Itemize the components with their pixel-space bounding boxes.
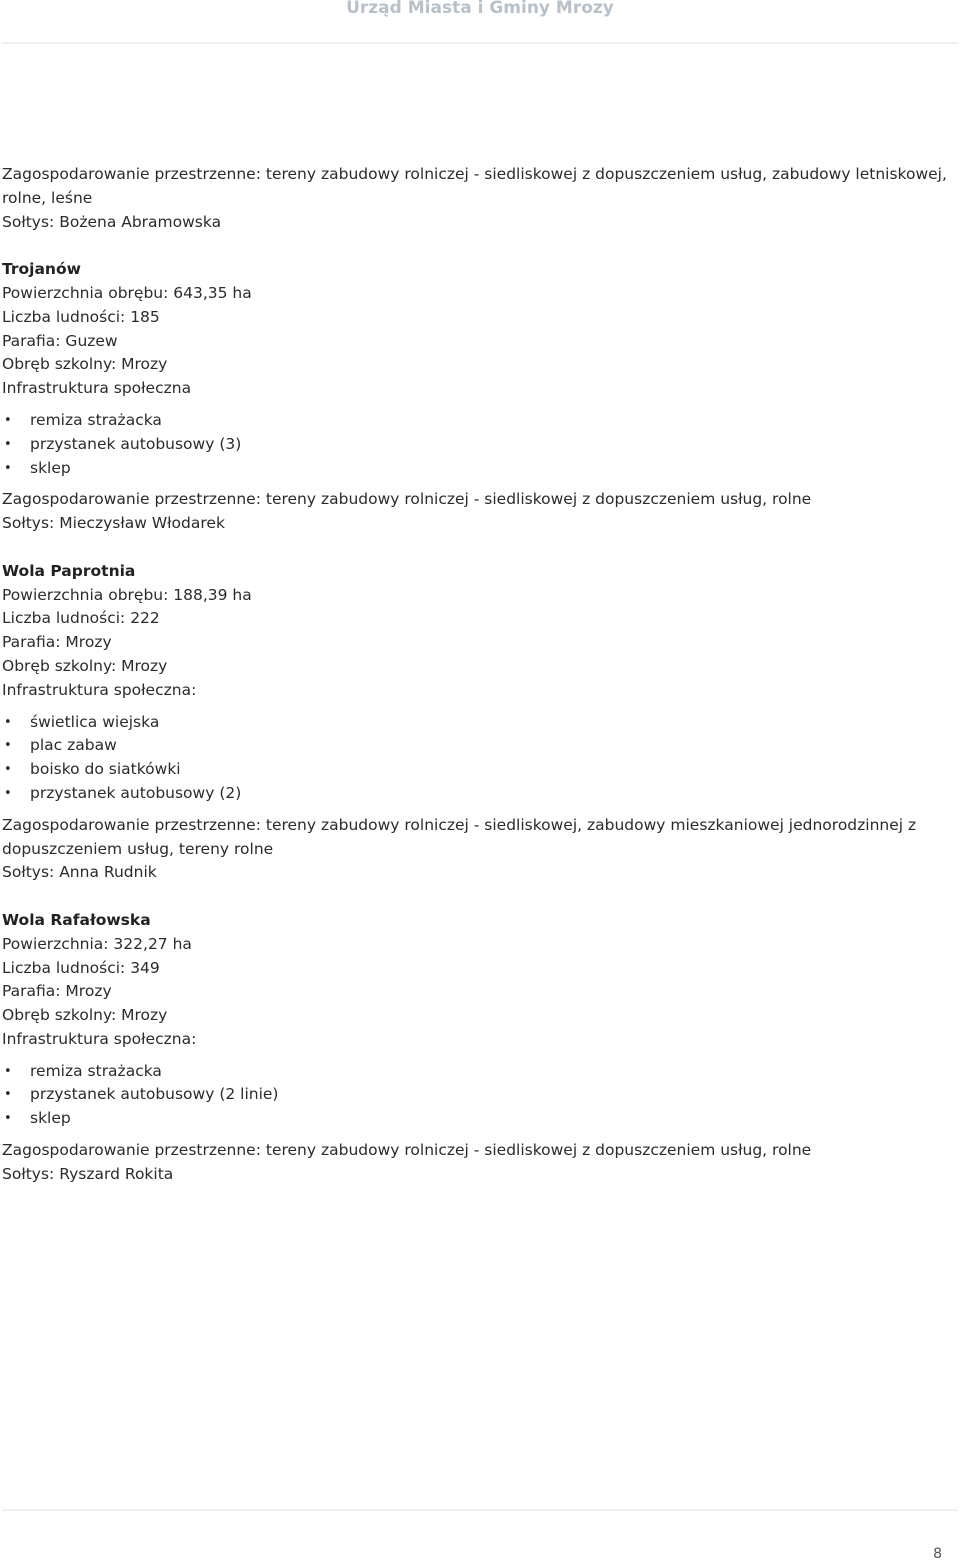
bullet-icon: • <box>4 762 12 778</box>
document-header-title: Urząd Miasta i Gminy Mrozy <box>346 0 614 18</box>
bullet-icon: • <box>4 738 12 754</box>
village-area: Powierzchnia obrębu: 643,35 ha <box>2 283 252 302</box>
list-item-text: boisko do siatkówki <box>30 760 181 779</box>
village-section-wola-rafalowska <box>2 909 958 1187</box>
village-area: Powierzchnia: 322,27 ha <box>2 934 192 953</box>
list-item-text: plac zabaw <box>30 736 117 755</box>
village-school: Obręb szkolny: Mrozy <box>2 355 168 374</box>
bullet-icon: • <box>4 1087 12 1103</box>
paragraph-gap <box>2 234 958 258</box>
village-section-trojanow <box>2 258 958 536</box>
village-school: Obręb szkolny: Mrozy <box>2 656 168 675</box>
village-school: Obręb szkolny: Mrozy <box>2 1006 168 1025</box>
village-section-wola-paprotnia <box>2 560 958 885</box>
village-population: Liczba ludności: 185 <box>2 307 160 326</box>
infrastructure-list <box>2 1060 958 1131</box>
village-parish: Parafia: Mrozy <box>2 982 112 1001</box>
bullet-icon: • <box>4 714 12 730</box>
paragraph-gap <box>2 885 958 909</box>
village-soltys: Sołtys: Mieczysław Włodarek <box>2 514 225 533</box>
village-name: Wola Paprotnia <box>2 561 136 580</box>
list-item-text: przystanek autobusowy (2) <box>30 783 242 802</box>
list-item-text: remiza strażacka <box>30 1061 162 1080</box>
list-item <box>2 1083 958 1107</box>
infrastructure-list <box>2 409 958 480</box>
list-item <box>2 409 958 433</box>
paragraph-gap <box>2 536 958 560</box>
village-infra-label: Infrastruktura społeczna: <box>2 1029 197 1048</box>
list-item <box>2 457 958 481</box>
list-item-text: przystanek autobusowy (2 linie) <box>30 1085 279 1104</box>
village-parish: Parafia: Mrozy <box>2 633 112 652</box>
list-item-text: świetlica wiejska <box>30 712 160 731</box>
footer-divider <box>2 1509 958 1511</box>
village-zoning: Zagospodarowanie przestrzenne: tereny zabudowy rolniczej - siedliskowej, zabudowy mieszkaniowej jednorodzinnej z dopuszczeniem usług, tereny rolne <box>2 815 917 858</box>
village-population: Liczba ludności: 349 <box>2 958 160 977</box>
village-population: Liczba ludności: 222 <box>2 609 160 628</box>
bullet-icon: • <box>4 1111 12 1127</box>
list-item <box>2 711 958 735</box>
list-item <box>2 782 958 806</box>
list-item <box>2 758 958 782</box>
village-zoning: Zagospodarowanie przestrzenne: tereny zabudowy rolniczej - siedliskowej z dopuszczeniem usług, rolne <box>2 490 812 509</box>
list-item-text: sklep <box>30 458 71 477</box>
list-item-text: przystanek autobusowy (3) <box>30 434 242 453</box>
header-divider <box>2 42 958 44</box>
bullet-icon: • <box>4 1063 12 1079</box>
village-parish: Parafia: Guzew <box>2 331 118 350</box>
list-item <box>2 433 958 457</box>
village-area: Powierzchnia obrębu: 188,39 ha <box>2 585 252 604</box>
village-soltys: Sołtys: Ryszard Rokita <box>2 1164 174 1183</box>
list-item-text: remiza strażacka <box>30 410 162 429</box>
soltys-text: Sołtys: Bożena Abramowska <box>2 212 222 231</box>
village-infra-label: Infrastruktura społeczna <box>2 379 192 398</box>
bullet-icon: • <box>4 436 12 452</box>
village-name: Trojanów <box>2 260 81 279</box>
list-item <box>2 1107 958 1131</box>
bullet-icon: • <box>4 412 12 428</box>
infrastructure-list <box>2 711 958 806</box>
bullet-icon: • <box>4 460 12 476</box>
document-content <box>2 163 958 1187</box>
bullet-icon: • <box>4 785 12 801</box>
village-soltys: Sołtys: Anna Rudnik <box>2 863 157 882</box>
list-item <box>2 734 958 758</box>
village-name: Wola Rafałowska <box>2 910 151 929</box>
page-number: 8 <box>933 1546 942 1562</box>
list-item-text: sklep <box>30 1109 71 1128</box>
list-item <box>2 1060 958 1084</box>
village-zoning: Zagospodarowanie przestrzenne: tereny zabudowy rolniczej - siedliskowej z dopuszczeniem usług, rolne <box>2 1141 812 1160</box>
zoning-text: Zagospodarowanie przestrzenne: tereny zabudowy rolniczej - siedliskowej z dopuszczeniem usług, zabudowy letniskowej, rolne, leśne <box>2 165 947 207</box>
village-infra-label: Infrastruktura społeczna: <box>2 680 197 699</box>
